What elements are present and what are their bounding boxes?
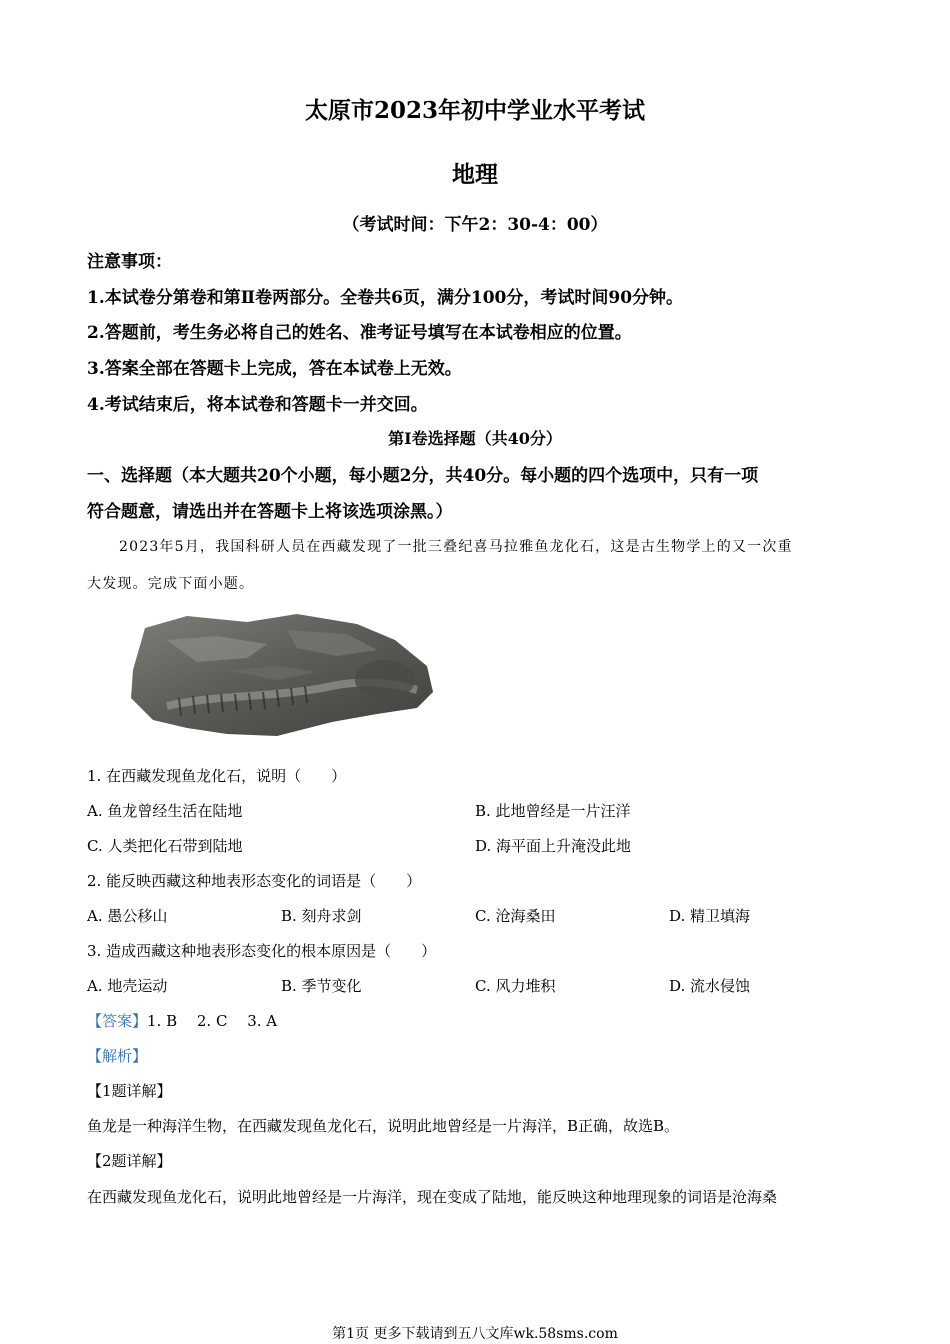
exam-time: （考试时间：下午2：30-4：00） [342,215,608,235]
section-title: 第Ⅰ卷选择题（共40分） [388,429,562,448]
section-instructions-line2: 符合题意，请选出并在答题卡上将该选项涂黑。） [87,502,453,522]
question-1-option-c: C. 人类把化石带到陆地 [87,837,243,855]
question-3-option-d: D. 流水侵蚀 [669,977,751,995]
ichthyosaur-fossil-image [127,610,437,743]
notice-heading: 注意事项： [87,252,172,272]
answer-text: 1. B 2. C 3. A [147,1012,278,1030]
question-2-option-b: B. 刻舟求剑 [281,907,362,925]
passage-line1: 2023年5月，我国科研人员在西藏发现了一批三叠纪喜马拉雅鱼龙化石，这是古生物学上的又一次重 [119,539,793,555]
answer-line [87,1010,277,1031]
question-2-option-d: D. 精卫填海 [669,907,751,925]
analysis-label: 【解析】 [87,1047,148,1065]
notice-item-3: 3.答案全部在答题卡上完成，答在本试卷上无效。 [87,359,462,379]
section-instructions-line1: 一、选择题（本大题共20个小题，每小题2分，共40分。每小题的四个选项中，只有一项 [87,466,759,486]
subject-title: 地理 [452,161,498,188]
question-1-stem: 1. 在西藏发现鱼龙化石，说明（ ） [87,767,347,785]
question-1-option-b: B. 此地曾经是一片汪洋 [475,802,631,820]
exam-title: 太原市2023年初中学业水平考试 [304,97,645,124]
question-3-option-a: A. 地壳运动 [87,977,168,995]
notice-item-2: 2.答题前，考生务必将自己的姓名、准考证号填写在本试卷相应的位置。 [87,323,632,343]
question-3-stem: 3. 造成西藏这种地表形态变化的根本原因是（ ） [87,942,437,960]
question-2-option-a: A. 愚公移山 [87,907,168,925]
question-1-option-d: D. 海平面上升淹没此地 [475,837,632,855]
question-3-option-c: C. 风力堆积 [475,977,556,995]
detail-1-text: 鱼龙是一种海洋生物，在西藏发现鱼龙化石，说明此地曾经是一片海洋，B正确，故选B。 [87,1117,680,1135]
detail-2-text: 在西藏发现鱼龙化石，说明此地曾经是一片海洋，现在变成了陆地，能反映这种地理现象的词语是沧海桑 [87,1188,778,1206]
detail-2-heading: 【2题详解】 [87,1152,172,1170]
detail-1-heading: 【1题详解】 [87,1082,172,1100]
question-1-option-a: A. 鱼龙曾经生活在陆地 [87,802,243,820]
answer-label: 【答案】 [87,1012,148,1030]
notice-item-1: 1.本试卷分第卷和第Ⅱ卷两部分。全卷共6页，满分100分，考试时间90分钟。 [87,288,684,308]
question-3-option-b: B. 季节变化 [281,977,362,995]
notice-item-4: 4.考试结束后，将本试卷和答题卡一并交回。 [87,395,428,415]
passage-line2: 大发现。完成下面小题。 [87,576,255,592]
page-footer: 第1页 更多下载请到五八文库wk.58sms.com [332,1326,618,1342]
question-2-stem: 2. 能反映西藏这种地表形态变化的词语是（ ） [87,872,422,890]
question-2-option-c: C. 沧海桑田 [475,907,556,925]
